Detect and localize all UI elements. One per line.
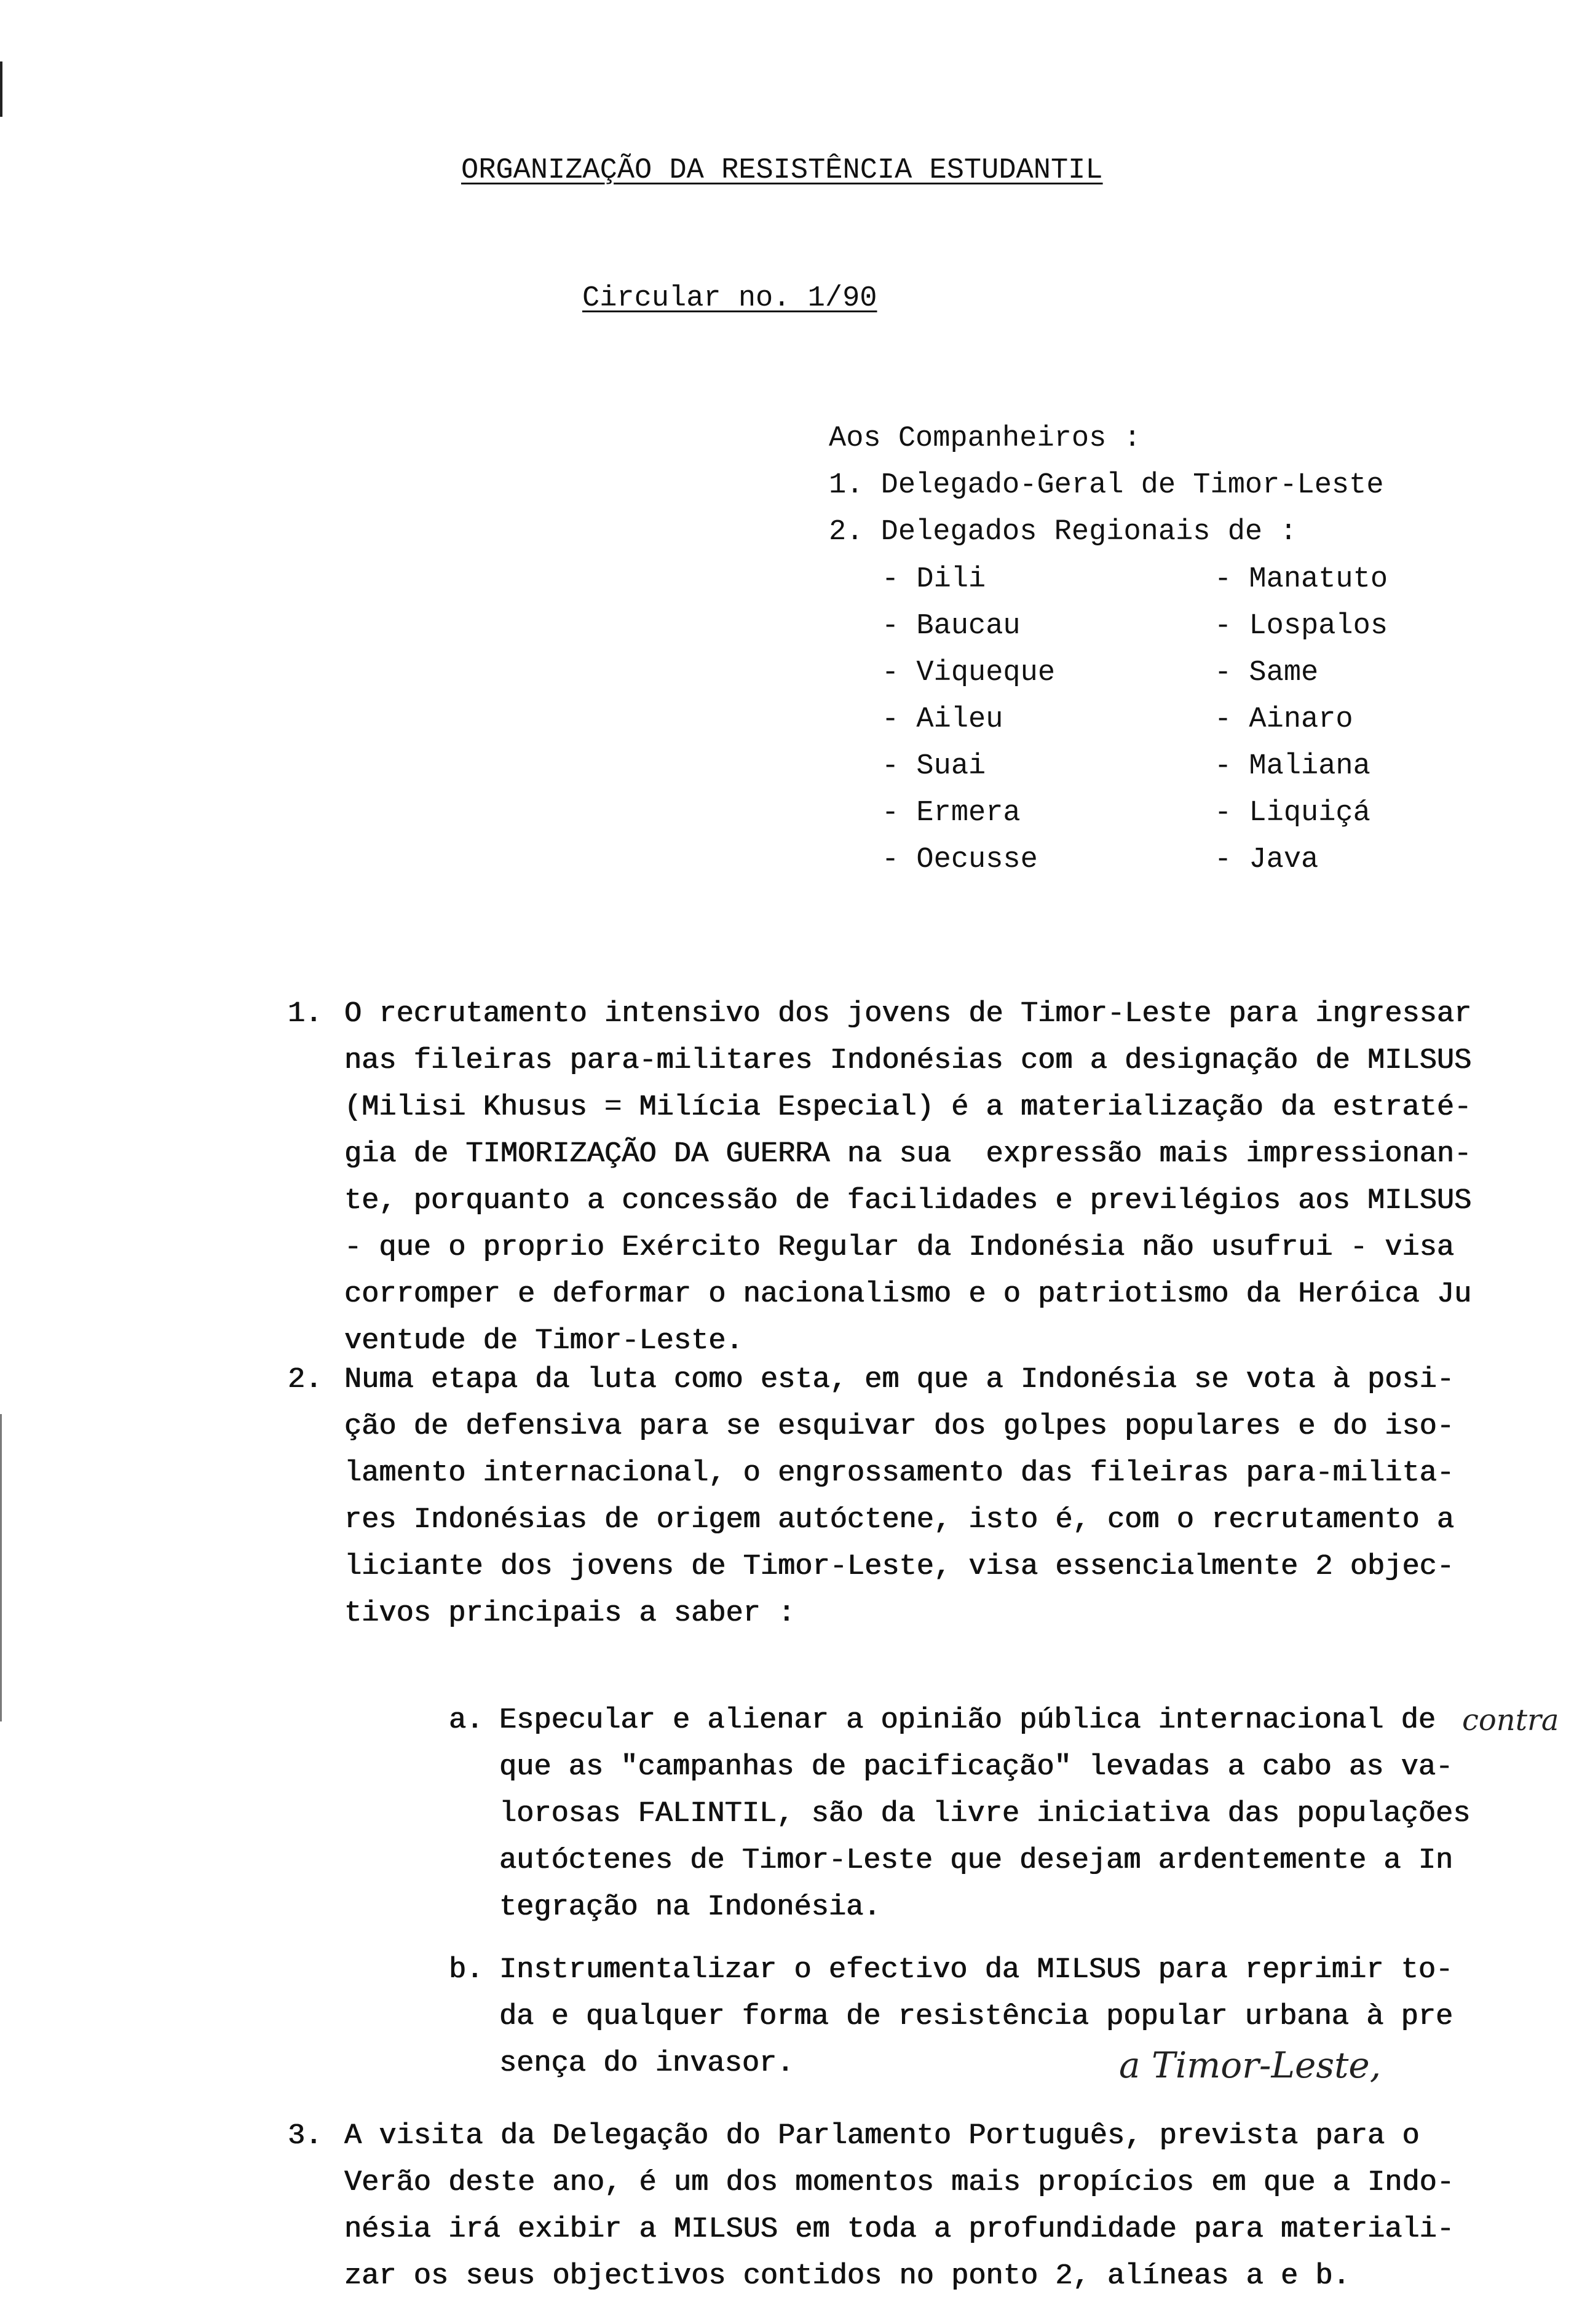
region-left-item: - Baucau xyxy=(882,610,1021,642)
paragraph-line: zar os seus objectivos contidos no ponto 2, alíneas a e b. xyxy=(344,2260,1350,2293)
paragraph-number: 2. xyxy=(288,1364,323,1396)
addressee-2: 2. Delegados Regionais de : xyxy=(829,516,1297,548)
margin-scan-mark xyxy=(0,61,2,117)
paragraph-line: Verão deste ano, é um dos momentos mais propícios em que a Indo- xyxy=(344,2167,1455,2199)
region-right-item: - Java xyxy=(1214,844,1319,876)
region-right-item: - Liquiçá xyxy=(1214,797,1370,829)
paragraph-line: liciante dos jovens de Timor-Leste, visa essencialmente 2 objec- xyxy=(344,1551,1455,1583)
paragraph-line: gia de TIMORIZAÇÃO DA GUERRA na sua expressão mais impressionan- xyxy=(344,1138,1472,1171)
addressee-1: 1. Delegado-Geral de Timor-Leste xyxy=(829,469,1384,502)
paragraph-line: ção de defensiva para se esquivar dos golpes populares e do iso- xyxy=(344,1410,1455,1443)
handwritten-a-timor-leste: a Timor-Leste, xyxy=(1119,2044,1382,2086)
paragraph-line: tegração na Indonésia. xyxy=(499,1891,881,1924)
region-right-item: - Manatuto xyxy=(1214,563,1388,596)
paragraph-line: corromper e deformar o nacionalismo e o patriotismo da Heróica Ju xyxy=(344,1278,1472,1311)
paragraph-line: ventude de Timor-Leste. xyxy=(344,1325,743,1358)
paragraph-line: da e qualquer forma de resistência popular urbana à pre xyxy=(499,2001,1453,2033)
handwritten-contra: contra xyxy=(1462,1703,1559,1737)
paragraph-line: A visita da Delegação do Parlamento Português, prevista para o xyxy=(344,2120,1420,2152)
paragraph-number: 1. xyxy=(288,998,323,1030)
paragraph-line: nésia irá exibir a MILSUS em toda a profundidade para materiali- xyxy=(344,2213,1455,2246)
paragraph-line: (Milisi Khusus = Milícia Especial) é a materialização da estraté- xyxy=(344,1091,1472,1124)
region-left-item: - Viqueque xyxy=(882,657,1056,689)
region-right-item: - Maliana xyxy=(1214,750,1370,783)
region-left-item: - Suai xyxy=(882,750,986,783)
paragraph-line: Numa etapa da luta como esta, em que a Indonésia se vota à posi- xyxy=(344,1364,1455,1396)
paragraph-number: a. xyxy=(449,1704,484,1737)
paragraph-line: nas fileiras para-militares Indonésias com a designação de MILSUS xyxy=(344,1045,1472,1077)
region-right-item: - Lospalos xyxy=(1214,610,1388,642)
document-title: ORGANIZAÇÃO DA RESISTÊNCIA ESTUDANTIL xyxy=(461,154,1103,187)
region-left-item: - Ermera xyxy=(882,797,1021,829)
paragraph-line: que as "campanhas de pacificação" levadas a cabo as va- xyxy=(499,1751,1453,1784)
paragraph-line: Instrumentalizar o efectivo da MILSUS para reprimir to- xyxy=(499,1954,1453,1986)
region-left-item: - Aileu xyxy=(882,703,1003,736)
region-right-item: - Ainaro xyxy=(1214,703,1353,736)
region-right-item: - Same xyxy=(1214,657,1319,689)
paragraph-line: - que o proprio Exército Regular da Indonésia não usufrui - visa xyxy=(344,1231,1455,1264)
paragraph-number: 3. xyxy=(288,2120,323,2152)
paragraph-line: res Indonésias de origem autóctene, isto é, com o recrutamento a xyxy=(344,1504,1455,1536)
paragraph-line: sença do invasor. xyxy=(499,2047,794,2080)
paragraph-line: lamento internacional, o engrossamento das fileiras para-milita- xyxy=(344,1457,1455,1490)
paragraph-line: autóctenes de Timor-Leste que desejam ardentemente a In xyxy=(499,1844,1453,1877)
paragraph-number: b. xyxy=(449,1954,484,1986)
circular-number: Circular no. 1/90 xyxy=(582,282,877,315)
paragraph-line: lorosas FALINTIL, são da livre iniciativa das populações xyxy=(499,1798,1471,1830)
region-left-item: - Oecusse xyxy=(882,844,1038,876)
region-left-item: - Dili xyxy=(882,563,986,596)
paragraph-line: Especular e alienar a opinião pública internacional de xyxy=(499,1704,1436,1737)
addressees-intro: Aos Companheiros : xyxy=(829,422,1141,455)
paragraph-line: te, porquanto a concessão de facilidades e previlégios aos MILSUS xyxy=(344,1185,1472,1217)
margin-scan-mark xyxy=(0,1414,2,1721)
paragraph-line: O recrutamento intensivo dos jovens de Timor-Leste para ingressar xyxy=(344,998,1472,1030)
paragraph-line: tivos principais a saber : xyxy=(344,1597,796,1630)
